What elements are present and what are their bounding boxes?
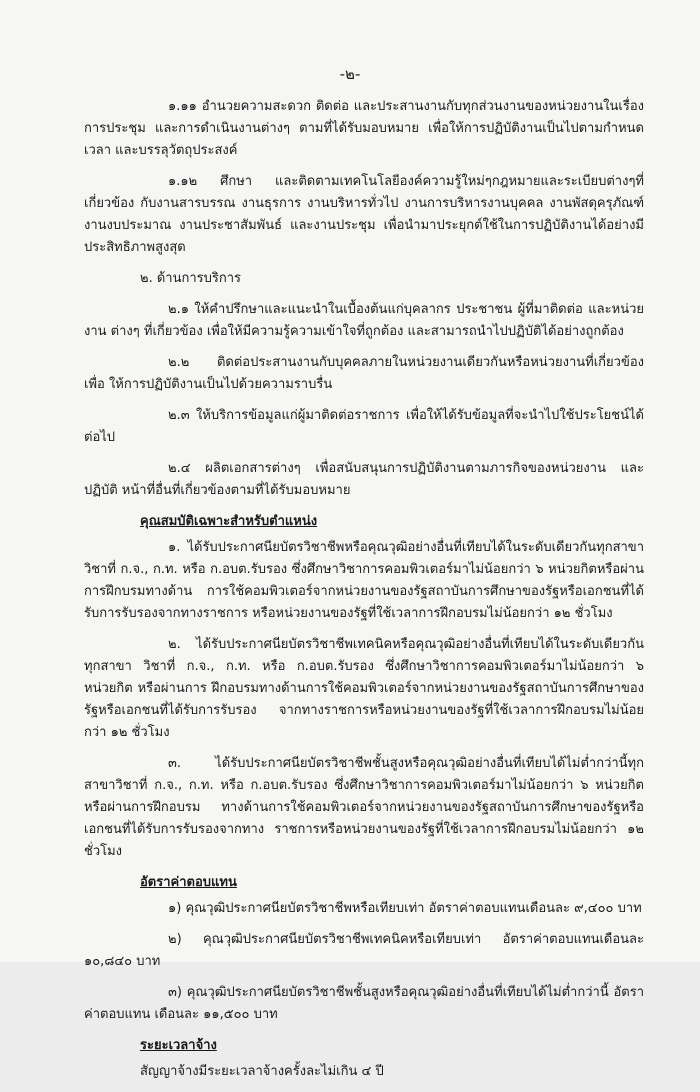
document-body (84, 96, 644, 1092)
qualification-item: ๒. ได้รับประกาศนียบัตรวิชาชีพเทคนิคหรือคุณวุฒิอย่างอื่นที่เทียบได้ในระดับเดียวกันทุกสาขา วิชาที่ ก.จ., ก.ท. หรือ ก.อบต.รับรอง ซึ่งศึกษาวิชาการคอมพิวเตอร์มาไม่น้อยกว่า ๖ หน่วยกิต หรือผ่านการ ฝึกอบรมทางด้านการใช้คอมพิวเตอร์จากหน่วยงานของรัฐสถาบันการศึกษาของรัฐหรือเอกชนที่ได้รับการรับรอง จากทางราชการหรือหน่วยงานของรัฐที่ใช้เวลาการฝึกอบรมไม่น้อยกว่า ๑๒ ชั่วโมง (84, 637, 644, 740)
page-number: -๒- (339, 65, 361, 83)
term-text: สัญญาจ้างมีระยะเวลาจ้างครั้งละไม่เกิน ๔ ปี (140, 1064, 384, 1079)
duty-paragraph: ๑.๑๑ อำนวยความสะดวก ติดต่อ และประสานงานกับทุกส่วนงานของหน่วยงานในเรื่อง การประชุม และการดำเนินงานต่างๆ ตามที่ได้รับมอบหมาย เพื่อให้การปฏิบัติงานเป็นไปตามกำหนดเวลา และบรรลุวัตถุประสงค์ (84, 99, 644, 158)
service-item: ๒.๒ ติดต่อประสานงานกับบุคคลภายในหน่วยงานเดียวกันหรือหน่วยงานที่เกี่ยวข้อง เพื่อ ให้การปฏิบัติงานเป็นไปด้วยความราบรื่น (84, 355, 644, 392)
service-item: ๒.๓ ให้บริการข้อมูลแก่ผู้มาติดต่อราชการ เพื่อให้ได้รับข้อมูลที่จะนำไปใช้ประโยชน์ได้ต่อไป (84, 408, 644, 445)
pay-item: ๑) คุณวุฒิประกาศนียบัตรวิชาชีพหรือเทียบเท่า อัตราค่าตอบแทนเดือนละ ๙,๔๐๐ บาท (168, 901, 642, 916)
qualification-item: ๑. ได้รับประกาศนียบัตรวิชาชีพหรือคุณวุฒิอย่างอื่นที่เทียบได้ในระดับเดียวกันทุกสาขาวิชาที่ ก.จ., ก.ท. หรือ ก.อบต.รับรอง ซึ่งศึกษาวิชาการคอมพิวเตอร์มาไม่น้อยกว่า ๖ หน่วยกิตหรือผ่านการฝึกบรมทางด้าน การใช้คอมพิวเตอร์จากหน่วยงานของรัฐสถาบันการศึกษาของรัฐหรือเอกชนที่ได้รับการรับรองจากทางราชการ หรือหน่วยงานของรัฐที่ใช้เวลาการฝึกอบรมไม่น้อยกว่า ๑๒ ชั่วโมง (84, 540, 644, 621)
term-heading: ระยะเวลาจ้าง (140, 1038, 217, 1053)
pay-item: ๓) คุณวุฒิประกาศนียบัตรวิชาชีพชั้นสูงหรือคุณวุฒิอย่างอื่นที่เทียบได้ไม่ต่ำกว่านี้ อัตราค่าตอบแทน เดือนละ ๑๑,๕๐๐ บาท (84, 985, 644, 1022)
duty-paragraph: ๑.๑๒ ศึกษา และติดตามเทคโนโลยีองค์ความรู้ใหม่ๆกฎหมายและระเบียบต่างๆที่เกี่ยวข้อง กับงานสารบรรณ งานธุรการ งานบริหารทั่วไป งานการบริหารงานบุคคล งานพัสดุครุภัณฑ์ งานงบประมาณ งานประชาสัมพันธ์ และงานประชุม เพื่อนำมาประยุกต์ใช้ในการปฏิบัติงานได้อย่างมีประสิทธิภาพสูงสุด (84, 174, 644, 255)
section-title: ๒. ด้านการบริการ (140, 271, 242, 286)
pay-heading: อัตราค่าตอบแทน (140, 875, 237, 890)
pay-item: ๒) คุณวุฒิประกาศนียบัตรวิชาชีพเทคนิคหรือเทียบเท่า อัตราค่าตอบแทนเดือนละ ๑๐,๘๔๐ บาท (84, 932, 644, 969)
service-item: ๒.๔ ผลิตเอกสารต่างๆ เพื่อสนับสนุนการปฏิบัติงานตามภารกิจของหน่วยงาน และปฏิบัติ หน้าที่อื่นที่เกี่ยวข้องตามที่ได้รับมอบหมาย (84, 461, 644, 498)
service-item: ๒.๑ ให้คำปรึกษาและแนะนำในเบื้องต้นแก่บุคลากร ประชาชน ผู้ที่มาติดต่อ และหน่วยงาน ต่างๆ ที่เกี่ยวข้อง เพื่อให้มีความรู้ความเข้าใจที่ถูกต้อง และสามารถนำไปปฏิบัติได้อย่างถูกต้อง (84, 302, 644, 339)
qualifications-heading: คุณสมบัติเฉพาะสำหรับตำแหน่ง (140, 514, 318, 529)
qualification-item: ๓. ได้รับประกาศนียบัตรวิชาชีพชั้นสูงหรือคุณวุฒิอย่างอื่นที่เทียบได้ไม่ต่ำกว่านี้ทุกสาขาวิชาที่ ก.จ., ก.ท. หรือ ก.อบต.รับรอง ซึ่งศึกษาวิชาการคอมพิวเตอร์มาไม่น้อยกว่า ๖ หน่วยกิต หรือผ่านการฝึกอบรม ทางด้านการใช้คอมพิวเตอร์จากหน่วยงานของรัฐสถาบันการศึกษาของรัฐหรือเอกชนที่ได้รับการรับรองจากทาง ราชการหรือหน่วยงานของรัฐที่ใช้เวลาการฝึกอบรมไม่น้อยกว่า ๑๒ ชั่วโมง (84, 756, 644, 859)
